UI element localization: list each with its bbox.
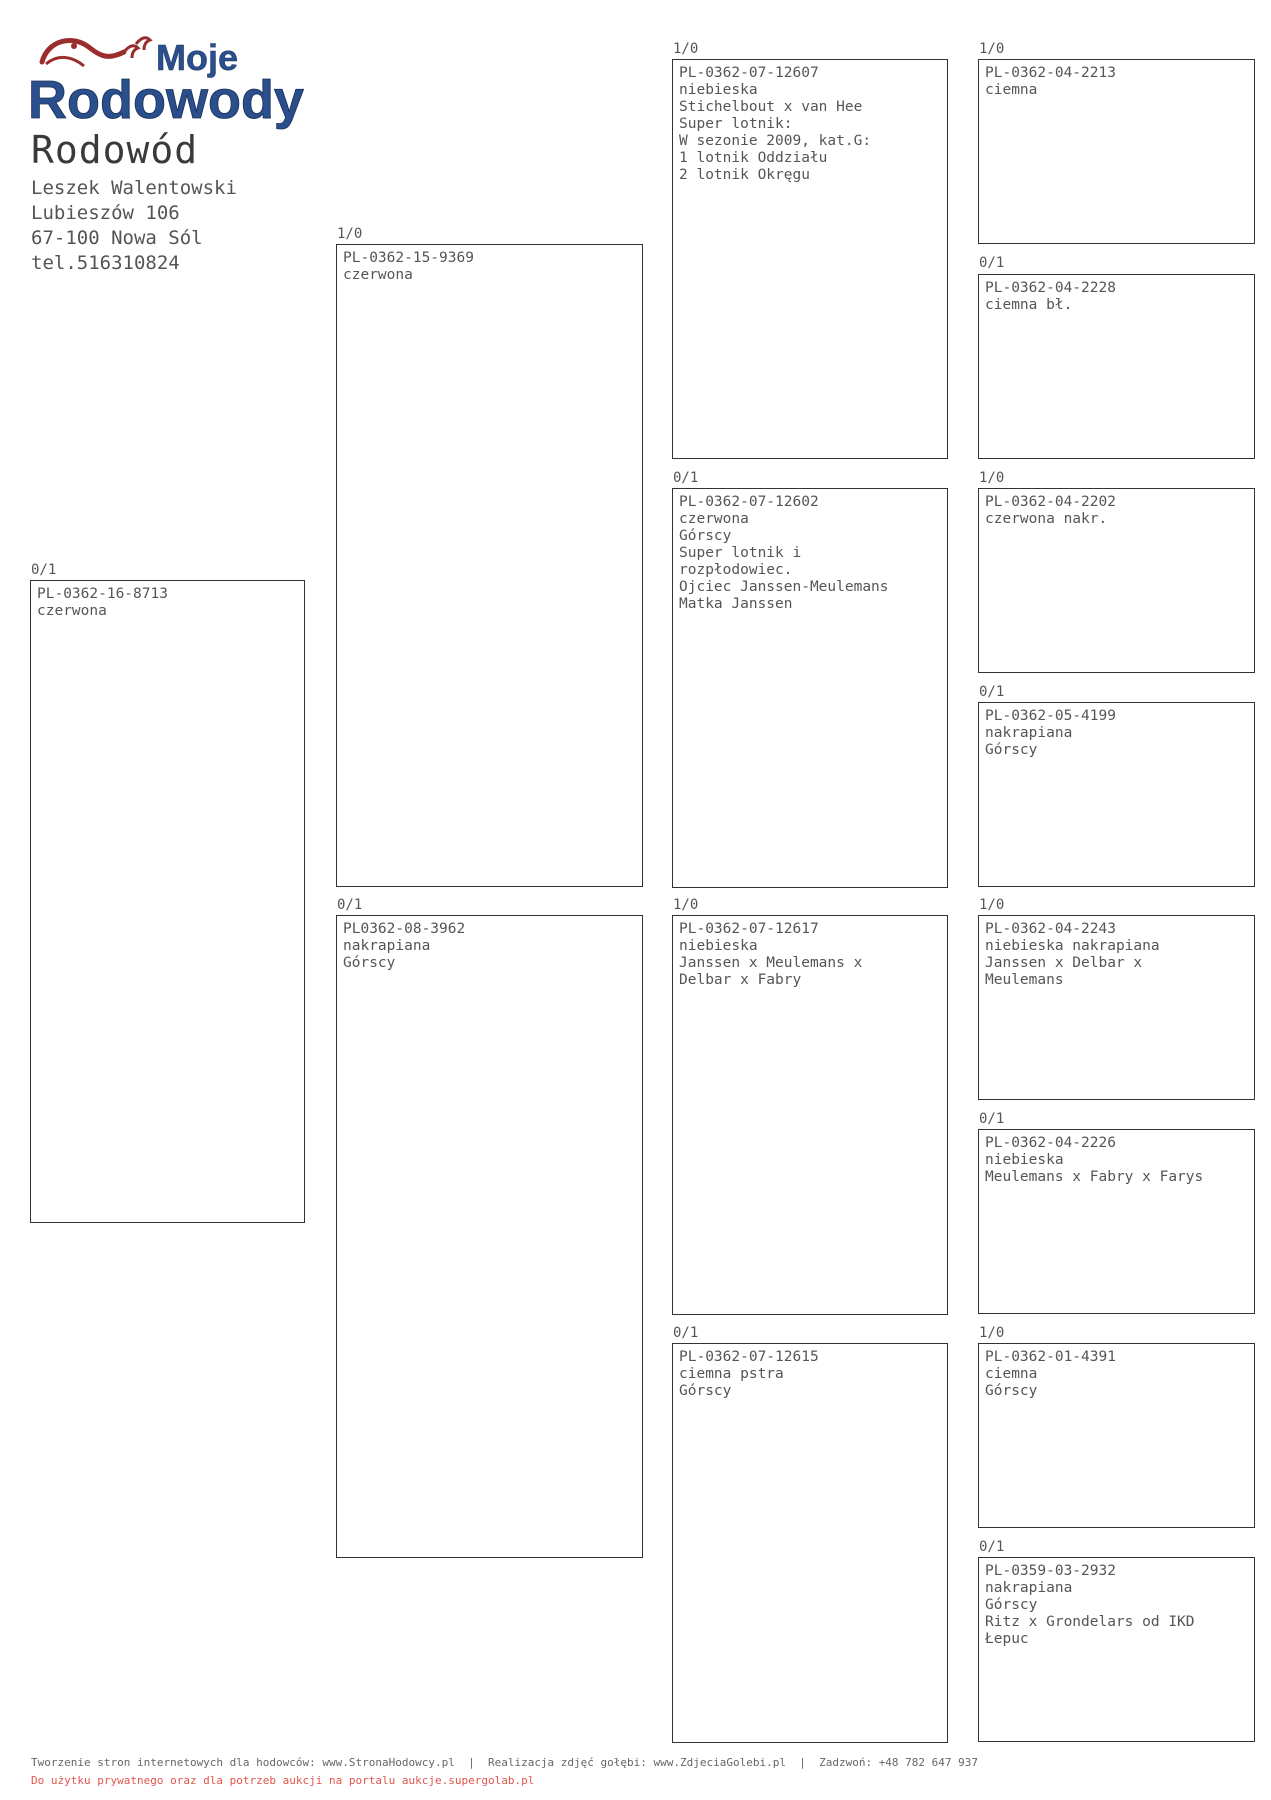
- pigeon-card-gen4-6: [978, 1129, 1255, 1314]
- pigeon-detail-line: niebieska: [679, 938, 758, 954]
- pigeon-detail-line: Super lotnik:: [679, 116, 793, 132]
- ring-number: PL-0362-05-4199: [985, 708, 1116, 724]
- pigeon-card-subject: [30, 580, 305, 1223]
- owner-name: Leszek Walentowski: [31, 177, 237, 199]
- pigeon-sex-label: 0/1: [979, 684, 1005, 700]
- pigeon-detail-line: 2 lotnik Okręgu: [679, 167, 810, 183]
- pigeon-sex-label: 1/0: [673, 897, 699, 913]
- pigeon-detail-line: nakrapiana: [343, 938, 431, 954]
- pigeon-sex-label: 0/1: [673, 470, 699, 486]
- ring-number: PL-0362-15-9369: [343, 250, 474, 266]
- pigeon-detail-line: czerwona: [679, 511, 749, 527]
- ring-number: PL-0362-01-4391: [985, 1349, 1116, 1365]
- pigeon-detail-line: niebieska: [985, 1152, 1064, 1168]
- pigeon-detail-line: Górscy: [985, 742, 1038, 758]
- owner-city: 67-100 Nowa Sól: [31, 227, 203, 249]
- pigeon-card-gen4-4: [978, 702, 1255, 887]
- ring-number: PL-0362-04-2213: [985, 65, 1116, 81]
- pigeon-detail-line: nakrapiana: [985, 1580, 1073, 1596]
- pigeon-detail-line: Górscy: [985, 1383, 1038, 1399]
- pigeon-detail-line: Górscy: [985, 1597, 1038, 1613]
- ring-number: PL-0362-07-12607: [679, 65, 819, 81]
- owner-address: Lubieszów 106: [31, 202, 180, 224]
- pigeon-card-grandfather-paternal: [672, 59, 948, 459]
- ring-number: PL-0359-03-2932: [985, 1563, 1116, 1579]
- pigeon-detail-line: ciemna pstra: [679, 1366, 784, 1382]
- pigeon-detail-line: Górscy: [679, 528, 732, 544]
- ring-number: PL-0362-04-2202: [985, 494, 1116, 510]
- pigeon-sex-label: 0/1: [979, 1539, 1005, 1555]
- pigeon-detail-line: niebieska nakrapiana: [985, 938, 1160, 954]
- pigeon-detail-line: W sezonie 2009, kat.G:: [679, 133, 872, 149]
- pigeon-detail-line: Górscy: [343, 955, 396, 971]
- footer-credits: Tworzenie stron internetowych dla hodowców: www.StronaHodowcy.pl | Realizacja zdjęć gołębi: www.ZdjeciaGolebi.pl | Zadzwoń: +48 782 647 937: [31, 1756, 979, 1769]
- pigeon-card-mother: [336, 915, 643, 1558]
- pigeon-detail-line: Janssen x Meulemans x: [679, 955, 863, 971]
- pigeon-detail-line: nakrapiana: [985, 725, 1073, 741]
- pigeon-sex-label: 1/0: [673, 41, 699, 57]
- pigeon-card-gen4-3: [978, 488, 1255, 673]
- pigeon-card-gen4-1: [978, 59, 1255, 244]
- pigeon-card-gen4-5: [978, 915, 1255, 1100]
- pigeon-detail-line: Łepuc: [985, 1631, 1029, 1647]
- ring-number: PL-0362-16-8713: [37, 586, 168, 602]
- ring-number: PL-0362-04-2243: [985, 921, 1116, 937]
- pigeon-card-gen4-2: [978, 274, 1255, 459]
- pigeon-detail-line: Meulemans x Fabry x Farys: [985, 1169, 1204, 1185]
- pigeon-detail-line: Stichelbout x van Hee: [679, 99, 863, 115]
- page-title: Rodowód: [31, 128, 199, 172]
- owner-phone: tel.516310824: [31, 252, 180, 274]
- pigeon-card-father: [336, 244, 643, 887]
- footer-usage-note: Do użytku prywatnego oraz dla potrzeb aukcji na portalu aukcje.supergolab.pl: [31, 1774, 535, 1787]
- pigeon-sex-label: 0/1: [979, 1111, 1005, 1127]
- pigeon-detail-line: Matka Janssen: [679, 596, 793, 612]
- pigeon-detail-line: Górscy: [679, 1383, 732, 1399]
- moje-rodowody-logo: [28, 22, 328, 132]
- pigeon-detail-line: Janssen x Delbar x: [985, 955, 1143, 971]
- pigeon-detail-line: niebieska: [679, 82, 758, 98]
- ring-number: PL0362-08-3962: [343, 921, 466, 937]
- ring-number: PL-0362-04-2226: [985, 1135, 1116, 1151]
- pigeon-detail-line: 1 lotnik Oddziału: [679, 150, 828, 166]
- ring-number: PL-0362-04-2228: [985, 280, 1116, 296]
- pigeon-card-gen4-7: [978, 1343, 1255, 1528]
- pigeon-detail-line: ciemna: [985, 82, 1038, 98]
- ring-number: PL-0362-07-12617: [679, 921, 819, 937]
- pigeon-sex-label: 1/0: [979, 897, 1005, 913]
- pigeon-sex-label: 1/0: [337, 226, 363, 242]
- pigeon-detail-line: Super lotnik i: [679, 545, 802, 561]
- pigeon-card-gen4-8: [978, 1557, 1255, 1742]
- pigeon-detail-line: czerwona nakr.: [985, 511, 1108, 527]
- pigeon-detail-line: Ritz x Grondelars od IKD: [985, 1614, 1195, 1630]
- pigeon-detail-line: Meulemans: [985, 972, 1064, 988]
- pigeon-detail-line: ciemna bł.: [985, 297, 1073, 313]
- logo-text-bottom: Rodowody: [28, 70, 304, 130]
- pigeon-sex-label: 1/0: [979, 1325, 1005, 1341]
- logo-text-top: Moje: [156, 37, 239, 78]
- pigeon-sex-label: 0/1: [673, 1325, 699, 1341]
- owner-info: [31, 176, 237, 276]
- pigeon-detail-line: czerwona: [37, 603, 107, 619]
- pigeon-sex-label: 0/1: [31, 562, 57, 578]
- pigeon-sex-label: 0/1: [979, 255, 1005, 271]
- pigeon-detail-line: czerwona: [343, 267, 413, 283]
- pigeon-card-grandmother-paternal: [672, 488, 948, 888]
- pigeon-card-grandfather-maternal: [672, 915, 948, 1315]
- ring-number: PL-0362-07-12602: [679, 494, 819, 510]
- pigeon-card-grandmother-maternal: [672, 1343, 948, 1743]
- pigeon-detail-line: Ojciec Janssen-Meulemans: [679, 579, 889, 595]
- ring-number: PL-0362-07-12615: [679, 1349, 819, 1365]
- pigeon-sex-label: 1/0: [979, 470, 1005, 486]
- footer: [31, 1754, 978, 1790]
- pigeon-sex-label: 1/0: [979, 41, 1005, 57]
- pigeon-detail-line: rozpłodowiec.: [679, 562, 793, 578]
- pigeon-detail-line: Delbar x Fabry: [679, 972, 802, 988]
- pigeon-sex-label: 0/1: [337, 897, 363, 913]
- pigeon-detail-line: ciemna: [985, 1366, 1038, 1382]
